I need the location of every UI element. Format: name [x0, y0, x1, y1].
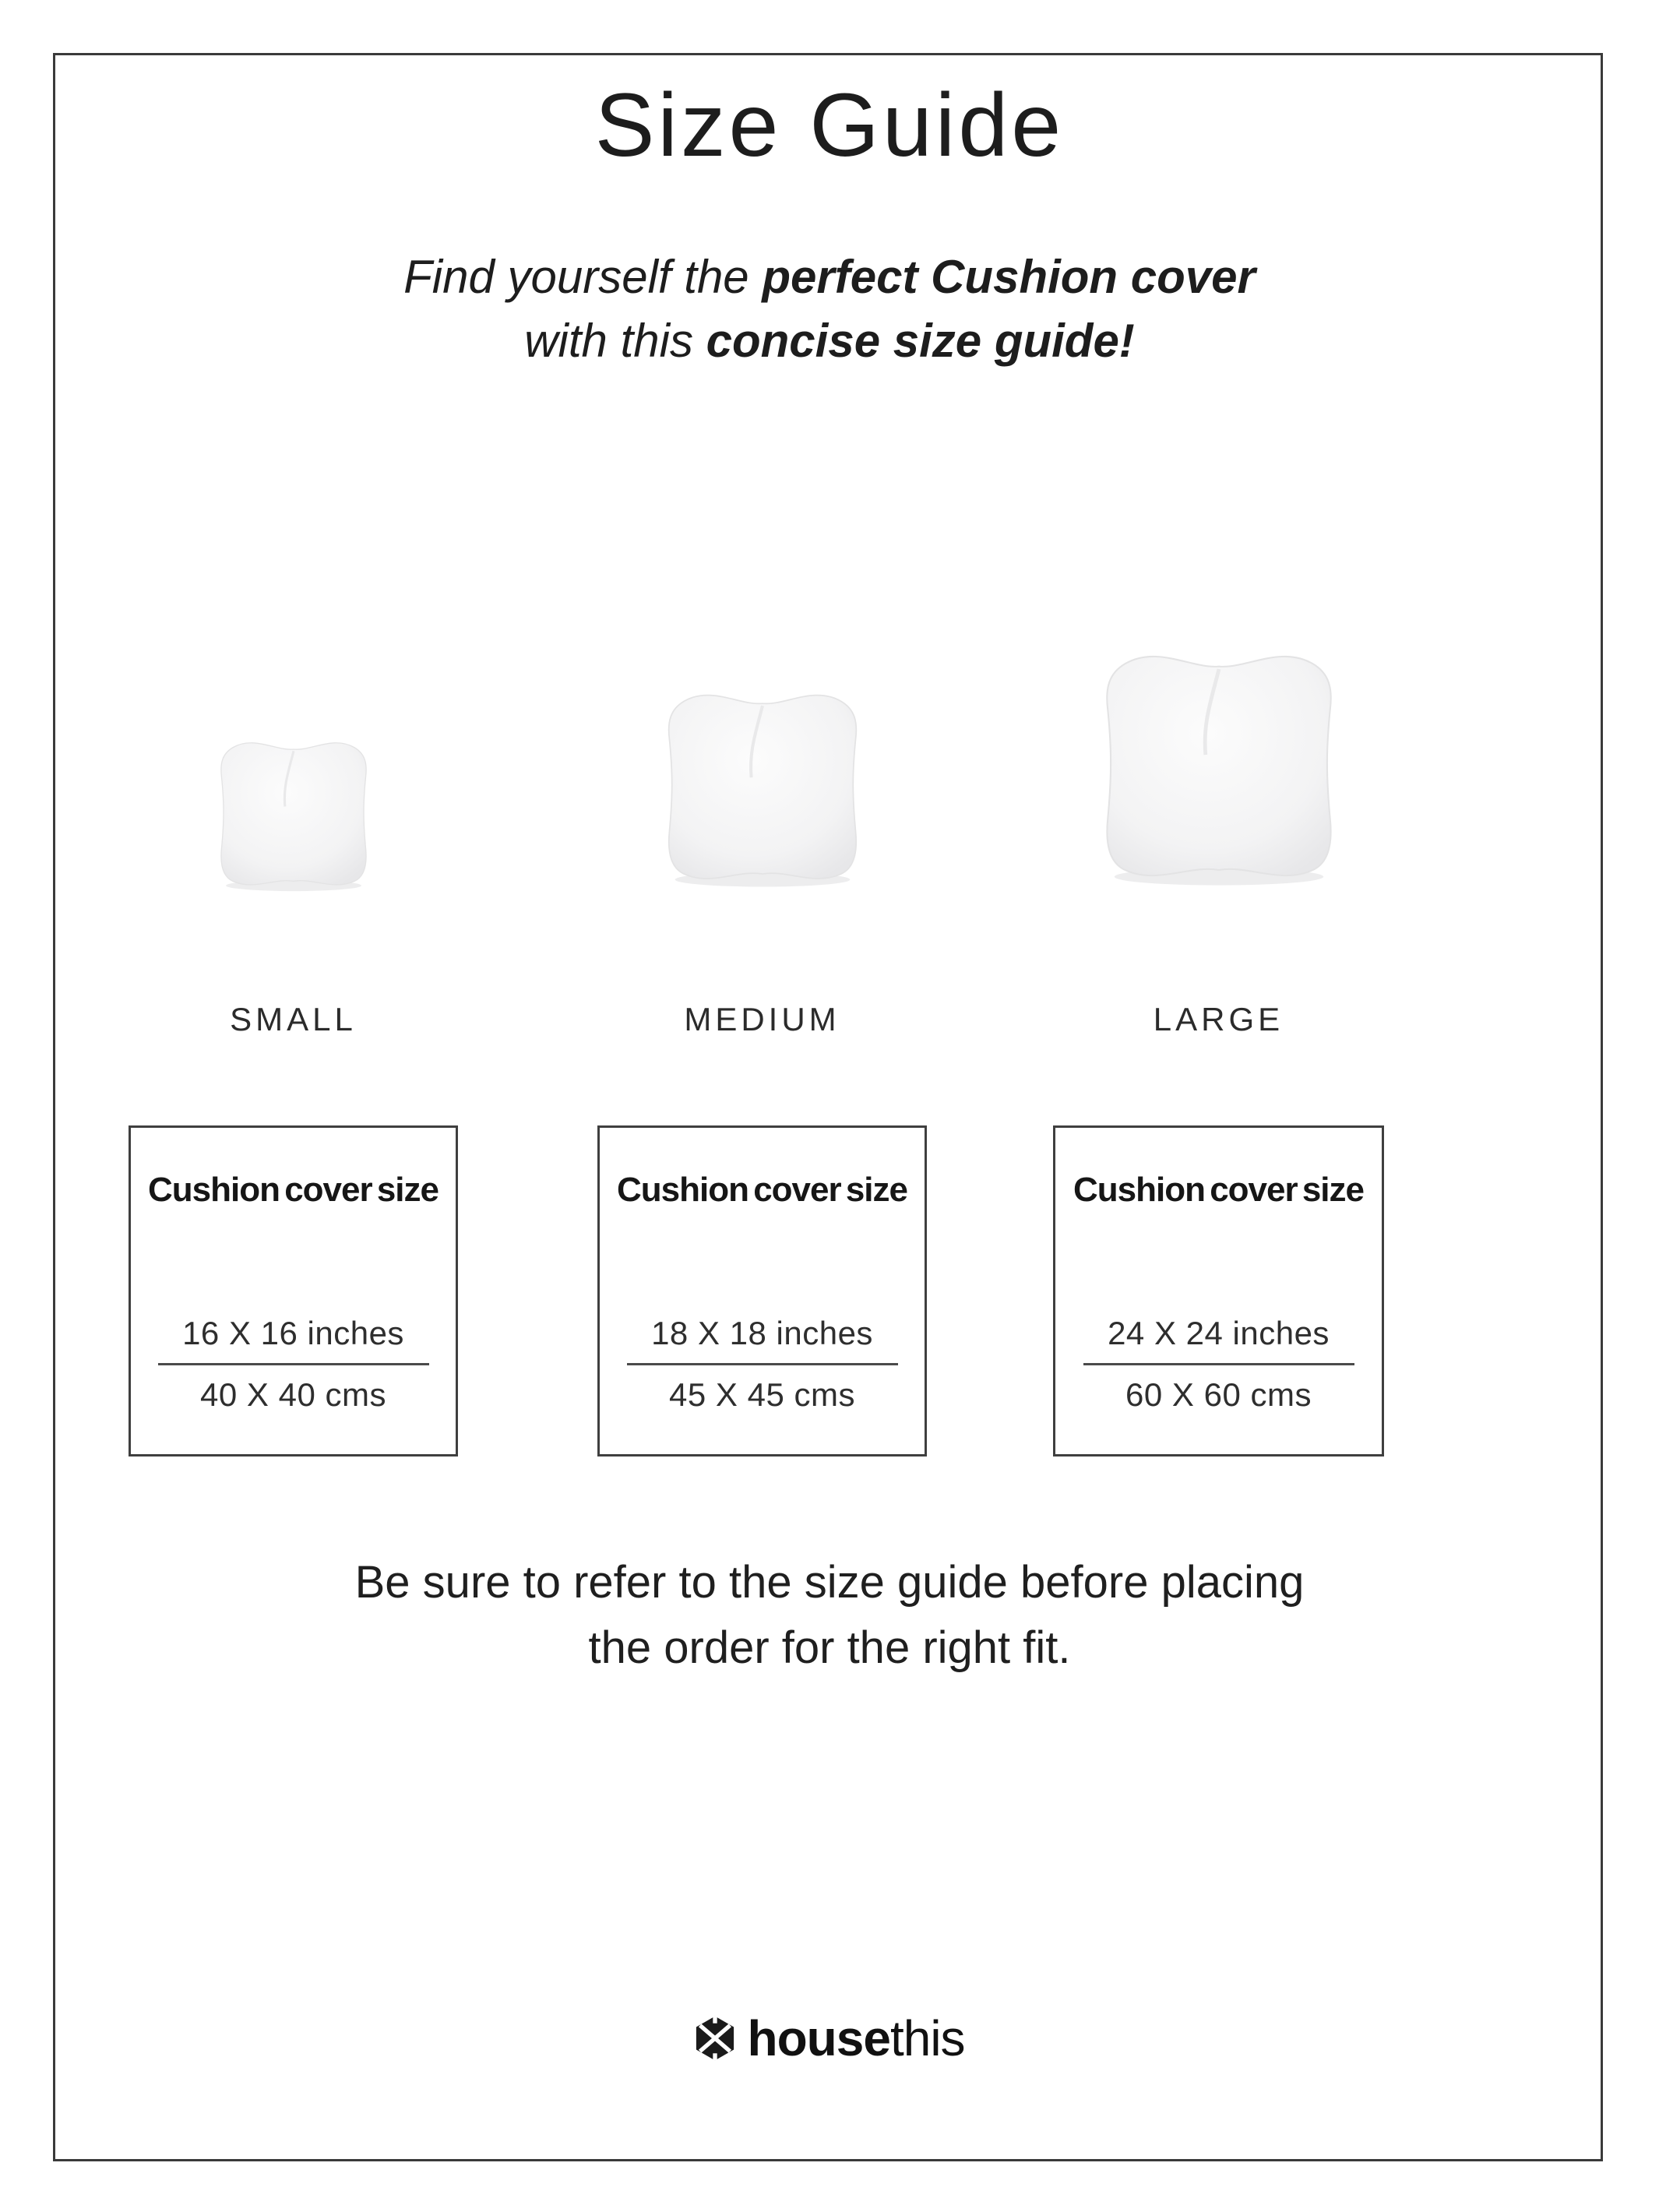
inches-value-large: 24 X 24 inches — [1108, 1315, 1330, 1351]
size-column-medium — [597, 579, 927, 1456]
size-column-small — [129, 579, 458, 1456]
card-measurements-small — [131, 1315, 456, 1414]
footer-note — [0, 1550, 1659, 1681]
large-pillow-image — [1085, 627, 1353, 893]
medium-pillow-area — [650, 579, 875, 893]
card-title-small: Cushion cover size — [147, 1171, 439, 1209]
inches-value-medium: 18 X 18 inches — [651, 1315, 873, 1351]
subtitle-line1-regular: Find yourself the — [403, 251, 763, 303]
inches-value-small: 16 X 16 inches — [182, 1315, 404, 1351]
card-measurements-large — [1055, 1315, 1382, 1414]
brand-name-bold: house — [747, 2010, 890, 2066]
card-title-large: Cushion cover size — [1073, 1171, 1364, 1209]
housethis-logo-icon — [694, 2015, 736, 2062]
size-card-small — [129, 1125, 458, 1456]
measurement-divider-large — [1083, 1363, 1354, 1365]
page-title: Size Guide — [594, 76, 1065, 175]
size-card-medium — [597, 1125, 927, 1456]
card-measurements-medium — [600, 1315, 925, 1414]
cms-value-medium: 45 X 45 cms — [669, 1376, 855, 1413]
large-pillow-area — [1085, 579, 1353, 893]
measurement-divider-small — [158, 1363, 429, 1365]
cms-value-small: 40 X 40 cms — [200, 1376, 386, 1413]
medium-pillow-image — [650, 671, 875, 893]
subtitle-line-1 — [0, 245, 1659, 309]
small-pillow-image — [206, 727, 382, 893]
brand-name — [747, 2009, 964, 2067]
size-label-large: LARGE — [1153, 1001, 1284, 1037]
size-card-large — [1053, 1125, 1384, 1456]
size-column-large — [1053, 579, 1384, 1456]
subtitle-line2-regular: with this — [524, 315, 706, 367]
size-label-small: SMALL — [230, 1001, 357, 1037]
cms-value-large: 60 X 60 cms — [1125, 1376, 1312, 1413]
subtitle-line1-bold: perfect Cushion cover — [762, 251, 1256, 303]
measurement-divider-medium — [627, 1363, 898, 1365]
subtitle-line-2 — [0, 309, 1659, 373]
footer-note-line-2: the order for the right fit. — [588, 1622, 1071, 1673]
brand-logo — [0, 2009, 1659, 2067]
size-label-medium: MEDIUM — [684, 1001, 840, 1037]
subtitle-line2-bold: concise size guide! — [706, 315, 1135, 367]
card-title-medium: Cushion cover size — [616, 1171, 907, 1209]
footer-note-line-1: Be sure to refer to the size guide before placing — [354, 1557, 1305, 1608]
brand-name-regular: this — [889, 2010, 965, 2066]
small-pillow-area — [206, 579, 382, 893]
page-subtitle — [0, 245, 1659, 373]
